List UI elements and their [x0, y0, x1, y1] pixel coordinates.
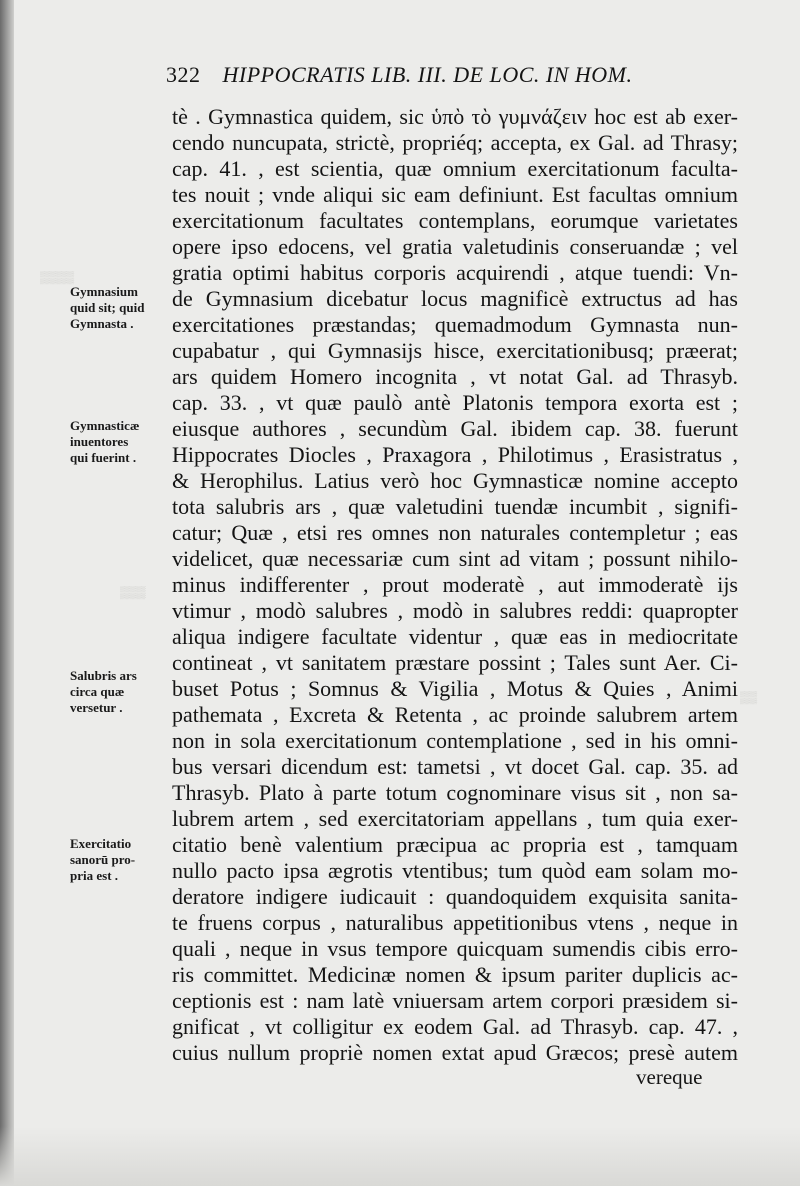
margin-note-line: pria est . — [70, 868, 119, 883]
body-text-line: pathemata , Excreta & Retenta , ac proinde salubrem artem — [172, 702, 738, 727]
show-through-mark: ▒▒▒▒ — [40, 270, 75, 284]
running-header — [166, 62, 706, 96]
body-text-line: nullo pacto ipsa ægrotis vtentibus; tum quòd eam solam mo- — [172, 858, 738, 883]
body-text-line: cuius nullum propriè nomen extat apud Græcos; presè autem — [172, 1040, 738, 1065]
body-text-line: exercitationes præstandas; quemadmodum Gymnasta nun- — [172, 312, 738, 337]
body-text-line: contineat , vt sanitatem præstare possint ; Tales sunt Aer. Ci- — [172, 650, 738, 675]
body-text-line: gratia optimi habitus corporis acquirendi , atque tuendi: Vn- — [172, 260, 738, 285]
show-through-mark: ▒▒▒ — [120, 585, 146, 599]
page-number: 322 — [166, 62, 201, 87]
margin-note-line: Gymnasium — [70, 284, 138, 299]
margin-note-line: Gymnasticæ — [70, 418, 140, 433]
margin-note-line: Exercitatio — [70, 836, 132, 851]
body-text-line: cap. 41. , est scientia, quæ omnium exercitationum faculta- — [172, 156, 738, 181]
body-text-line: videlicet, quæ necessariæ cum sint ad vitam ; possunt nihilo- — [172, 546, 738, 571]
running-title: HIPPOCRATIS LIB. III. DE LOC. IN HOM. — [222, 62, 633, 87]
body-text-line: cap. 33. , vt quæ paulò antè Platonis tempora exorta est ; — [172, 390, 738, 415]
show-through-mark: ▒▒ — [740, 690, 758, 704]
body-text-line: bus versari dicendum est: tametsi , vt docet Gal. cap. 35. ad — [172, 754, 738, 779]
body-text-line: aliqua indigere facultate videntur , quæ eas in mediocritate — [172, 624, 738, 649]
body-text-line: vtimur , modò salubres , modò in salubres reddi: quapropter — [172, 598, 738, 623]
body-text-line: cendo nuncupata, strictè, propriéq; accepta, ex Gal. ad Thrasy; — [172, 130, 738, 155]
body-text-line: ris committet. Medicinæ nomen & ipsum pariter duplicis ac- — [172, 962, 738, 987]
body-text-line: tes nouit ; vnde aliqui sic eam definiunt. Est facultas omnium — [172, 182, 738, 207]
margin-note-inventores — [70, 418, 170, 466]
body-text-line: buset Potus ; Somnus & Vigilia , Motus & Quies , Animi — [172, 676, 738, 701]
page-gutter-shadow — [0, 0, 14, 1186]
margin-note-line: qui fuerint . — [70, 450, 137, 465]
margin-note-line: circa quæ — [70, 684, 125, 699]
margin-note-line: inuentores — [70, 434, 129, 449]
body-text-line: Thrasyb. Plato à parte totum cognominare visus sit , non sa- — [172, 780, 738, 805]
body-text-line: opere ipso edocens, vel gratia valetudinis conseruandæ ; vel — [172, 234, 738, 259]
catchword: vereque — [636, 1065, 703, 1089]
body-text-line: & Herophilus. Latius verò hoc Gymnasticæ nomine accepto — [172, 468, 738, 493]
body-text-line: exercitationum facultates contemplans, eorumque varietates — [172, 208, 738, 233]
body-text-line: lubrem artem , sed exercitatoriam appellans , tum quia exer- — [172, 806, 738, 831]
margin-note-gymnasium — [70, 284, 170, 332]
body-text-line: cupabatur , qui Gymnasijs hisce, exercitationibusq; præerat; — [172, 338, 738, 363]
body-text-line: citatio benè valentium præcipua ac propria est , tamquam — [172, 832, 738, 857]
body-text-line: tota salubris ars , quæ valetudini tuendæ incumbit , signifi- — [172, 494, 738, 519]
margin-note-line: sanorū pro- — [70, 852, 136, 867]
margin-note-line: Gymnasta . — [70, 316, 134, 331]
body-text-line: tè . Gymnastica quidem, sic ὑπὸ τὸ γυμνάζειν hoc est ab exer- — [172, 104, 738, 129]
body-text-line: eiusque authores , secundùm Gal. ibidem cap. 38. fuerunt — [172, 416, 738, 441]
body-text-line: de Gymnasium dicebatur locus magnificè extructus ad has — [172, 286, 738, 311]
body-text-line: ceptionis est : nam latè vniuersam artem corpori præsidem si- — [172, 988, 738, 1013]
body-text-line: minus indifferenter , prout moderatè , aut immoderatè ijs — [172, 572, 738, 597]
body-text-line: deratore indigere iudicauit : quandoquidem exquisita sanita- — [172, 884, 738, 909]
body-text-line: non in sola exercitationum contemplatione , sed in his omni- — [172, 728, 738, 753]
margin-note-line: quid sit; quid — [70, 300, 145, 315]
body-text-line: Hippocrates Diocles , Praxagora , Philotimus , Erasistratus , — [172, 442, 738, 467]
page-bottom-shade — [0, 1126, 800, 1186]
body-text-line: catur; Quæ , etsi res omnes non naturales contempletur ; eas — [172, 520, 738, 545]
margin-note-exercitatio — [70, 836, 170, 884]
body-text-line: gnificat , vt colligitur ex eodem Gal. ad Thrasyb. cap. 47. , — [172, 1014, 738, 1039]
body-text-line: quali , neque in vsus tempore quicquam sumendis cibis erro- — [172, 936, 738, 961]
body-text-line: ars quidem Homero incognita , vt notat Gal. ad Thrasyb. — [172, 364, 738, 389]
margin-note-line: Salubris ars — [70, 668, 137, 683]
margin-note-line: versetur . — [70, 700, 123, 715]
body-text-line: te fruens corpus , naturalibus appetitionibus vtens , neque in — [172, 910, 738, 935]
margin-note-salubris-ars — [70, 668, 170, 716]
